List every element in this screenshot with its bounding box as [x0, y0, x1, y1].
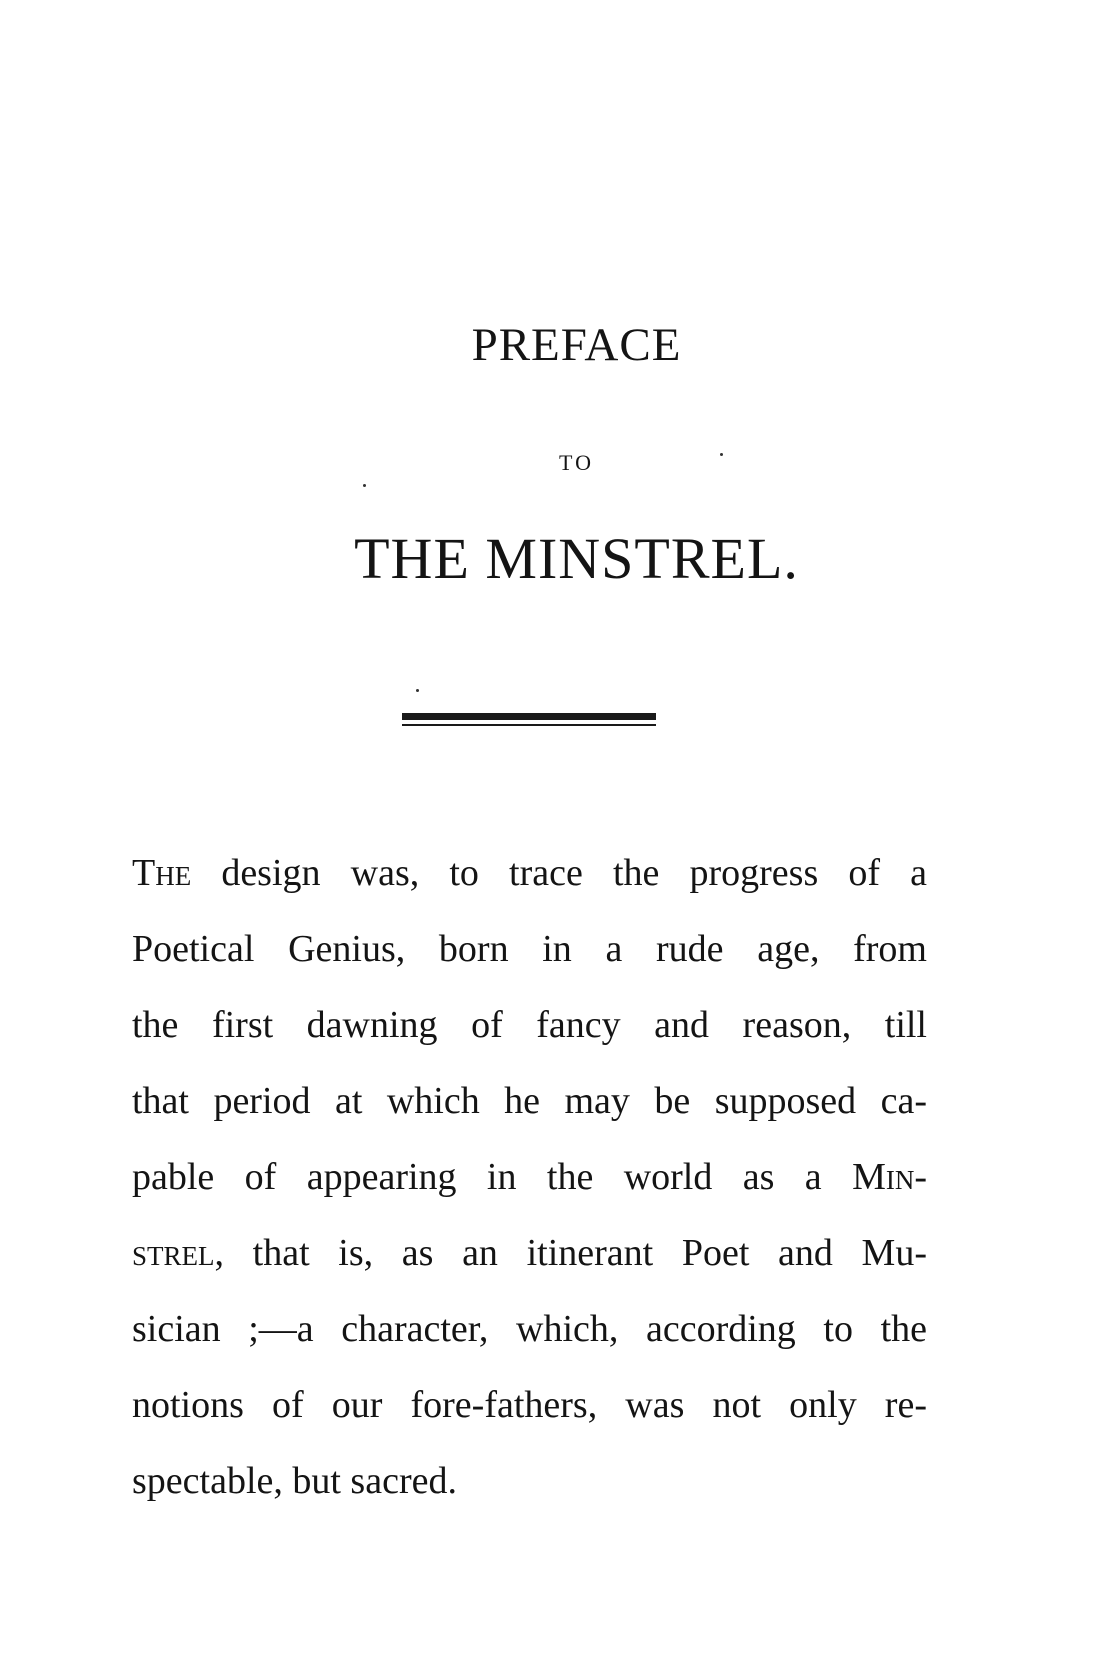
paragraph-line: pable of appearing in the world as a Min- — [132, 1156, 927, 1198]
preface-paragraph — [132, 835, 927, 1519]
ornamental-rule-thick — [402, 713, 656, 720]
paragraph-line: sician ;—a character, which, according to the — [132, 1308, 927, 1350]
paragraph-line: The design was, to trace the progress of a — [132, 852, 927, 894]
paragraph-line: notions of our fore-fathers, was not only re- — [132, 1384, 927, 1426]
paragraph-line: Poetical Genius, born in a rude age, from — [132, 928, 927, 970]
paragraph-line: that period at which he may be supposed ca- — [132, 1080, 927, 1122]
title-connector: TO — [559, 450, 594, 475]
ornamental-rule-thin — [402, 724, 656, 726]
paragraph-line: the first dawning of fancy and reason, till — [132, 1004, 927, 1046]
drop-lead-word: The — [132, 852, 192, 894]
print-speck — [416, 689, 419, 692]
page-subtitle: THE MINSTREL. — [354, 526, 799, 591]
page-title: PREFACE — [471, 319, 682, 371]
print-speck — [363, 484, 366, 487]
paragraph-line: spectable, but sacred. — [132, 1460, 457, 1502]
print-speck — [720, 453, 723, 456]
paragraph-line: strel, that is, as an itinerant Poet and Mu- — [132, 1232, 927, 1274]
